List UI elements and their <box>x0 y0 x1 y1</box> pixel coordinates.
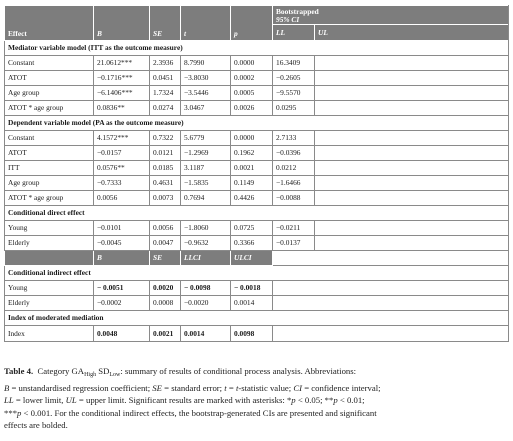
empty-cell <box>273 280 509 295</box>
header-se: SE <box>150 6 181 41</box>
caption-abbr: UL <box>65 395 77 405</box>
section-header-row <box>5 265 509 280</box>
row-label: ATOT <box>5 70 94 85</box>
table-cell: 0.0002 <box>231 70 273 85</box>
table-cell: −3.5446 <box>181 85 231 100</box>
table-cell: −0.9632 <box>181 235 231 250</box>
table-cell: 0.4631 <box>150 175 181 190</box>
table-cell: 0.0451 <box>150 70 181 85</box>
section-title: Conditional direct effect <box>5 205 509 220</box>
header-b: B <box>94 250 150 265</box>
header-ulci: ULCI <box>231 250 273 265</box>
table-cell: −0.1716*** <box>94 70 150 85</box>
empty-cell <box>315 220 509 235</box>
table-row <box>5 160 509 175</box>
table-row <box>5 130 509 145</box>
table-cell: 0.0274 <box>150 100 181 115</box>
row-label: Constant <box>5 55 94 70</box>
row-label: Elderly <box>5 295 94 310</box>
header-ul: UL <box>315 24 509 40</box>
table-caption <box>4 365 510 432</box>
section-header-row <box>5 205 509 220</box>
empty-cell <box>273 295 509 310</box>
table-cell: 0.0005 <box>231 85 273 100</box>
table-cell: 0.0295 <box>273 100 315 115</box>
row-label: ATOT * age group <box>5 190 94 205</box>
caption-text: -statistic value; <box>238 382 294 393</box>
table-cell: 0.0185 <box>150 160 181 175</box>
caption-abbr: LL <box>4 395 14 405</box>
table-cell: 2.3936 <box>150 55 181 70</box>
table-cell: 0.0836** <box>94 100 150 115</box>
header-ll: LL <box>273 24 315 40</box>
table-cell: 1.7324 <box>150 85 181 100</box>
empty-cell <box>315 70 509 85</box>
table-cell: −0.0157 <box>94 145 150 160</box>
empty-cell <box>315 145 509 160</box>
table-cell: −0.2605 <box>273 70 315 85</box>
table-row <box>5 220 509 235</box>
table-cell: −1.6466 <box>273 175 315 190</box>
caption-sub-low: Low <box>109 372 121 378</box>
caption-text: < 0.05; ** <box>295 395 334 405</box>
caption-sub-high: High <box>84 372 97 378</box>
row-label: Index <box>5 325 94 341</box>
table-row <box>5 190 509 205</box>
table-cell: 0.1962 <box>231 145 273 160</box>
table-cell: 0.0212 <box>273 160 315 175</box>
empty-cell <box>315 85 509 100</box>
table-cell: −6.1406*** <box>94 85 150 100</box>
empty-cell <box>315 100 509 115</box>
table-cell: −0.0211 <box>273 220 315 235</box>
table-cell: 0.0121 <box>150 145 181 160</box>
table-row <box>5 85 509 100</box>
table-cell: 0.7322 <box>150 130 181 145</box>
section-title: Dependent variable model (PA as the outcome measure) <box>5 115 509 130</box>
table-cell: −0.0020 <box>181 295 231 310</box>
caption-text: < 0.01; <box>337 395 365 405</box>
table-cell: 0.0098 <box>231 325 273 341</box>
caption-text: < 0.001. For the conditional indirect effects, the bootstrap-generated CIs are presented and significant <box>21 407 377 418</box>
caption-label: Table 4. <box>4 366 34 376</box>
table-row <box>5 55 509 70</box>
table-cell: −0.0002 <box>94 295 150 310</box>
caption-abbr: B <box>4 382 10 393</box>
caption-abbr: CI <box>293 382 303 393</box>
empty-cell <box>273 325 509 341</box>
table-cell: −1.8060 <box>181 220 231 235</box>
row-label: ATOT * age group <box>5 100 94 115</box>
table-cell: 4.1572*** <box>94 130 150 145</box>
caption-abbr: p <box>17 407 22 418</box>
table-cell: 16.3409 <box>273 55 315 70</box>
caption-text: = lower limit, <box>13 395 66 405</box>
table-cell: −1.5835 <box>181 175 231 190</box>
table-cell: −1.2969 <box>181 145 231 160</box>
table-cell: − 0.0098 <box>181 280 231 295</box>
caption-text: = confidence interval; <box>302 382 381 393</box>
section-header-row <box>5 40 509 55</box>
row-label: Age group <box>5 85 94 100</box>
header-llci: LLCI <box>181 250 231 265</box>
caption-abbr: p <box>291 395 296 405</box>
table-cell: −0.0045 <box>94 235 150 250</box>
table-cell: − 0.0018 <box>231 280 273 295</box>
header-bootstrapped: Bootstrapped <box>276 7 319 16</box>
header-p: p <box>231 6 273 41</box>
table-cell: −0.0137 <box>273 235 315 250</box>
table-cell: 0.0056 <box>150 220 181 235</box>
section-title: Mediator variable model (ITT as the outcome measure) <box>5 40 509 55</box>
caption-text: = <box>226 382 236 393</box>
table-cell: 0.0048 <box>94 325 150 341</box>
section-header-row <box>5 115 509 130</box>
row-label: Age group <box>5 175 94 190</box>
table-cell: 0.0026 <box>231 100 273 115</box>
table-cell: −0.0396 <box>273 145 315 160</box>
header-ci: 95% CI <box>276 15 300 25</box>
empty-cell <box>315 130 509 145</box>
table-cell: 0.0014 <box>231 295 273 310</box>
table-cell: −3.8030 <box>181 70 231 85</box>
empty-cell <box>315 160 509 175</box>
caption-abbr: t <box>235 382 239 393</box>
header-t: t <box>181 6 231 41</box>
table-cell: 3.0467 <box>181 100 231 115</box>
empty-cell <box>315 235 509 250</box>
table-cell: 0.0056 <box>94 190 150 205</box>
table-cell: 0.0073 <box>150 190 181 205</box>
empty-cell <box>315 55 509 70</box>
table-cell: 0.0020 <box>150 280 181 295</box>
caption-text: *** <box>4 407 18 418</box>
table-cell: −0.0088 <box>273 190 315 205</box>
table-cell: 3.1187 <box>181 160 231 175</box>
header-effect: Effect <box>5 6 94 41</box>
caption-text: = upper limit. Significant results are marked with asterisks: * <box>76 395 292 405</box>
row-label: ITT <box>5 160 94 175</box>
table-cell: 2.7133 <box>273 130 315 145</box>
caption-text: Category GA <box>37 366 85 376</box>
caption-abbr: t <box>224 382 227 393</box>
table-cell: 0.0576** <box>94 160 150 175</box>
table-cell: 0.4426 <box>231 190 273 205</box>
empty-cell <box>315 175 509 190</box>
table-cell: 21.0612*** <box>94 55 150 70</box>
table-cell: 0.0725 <box>231 220 273 235</box>
section-title: Index of moderated mediation <box>5 310 509 325</box>
table-cell: 8.7990 <box>181 55 231 70</box>
table-cell: −0.0101 <box>94 220 150 235</box>
table-row <box>5 70 509 85</box>
caption-text: SD <box>96 366 110 376</box>
caption-text: : summary of results of conditional process analysis. Abbreviations: <box>120 366 357 376</box>
table-cell: 0.0021 <box>231 160 273 175</box>
table-cell: 5.6779 <box>181 130 231 145</box>
caption-text: = standard error; <box>161 382 225 393</box>
row-label: Elderly <box>5 235 94 250</box>
header-spacer <box>273 250 509 265</box>
row-label: Young <box>5 220 94 235</box>
table-row <box>5 295 509 310</box>
header-blank <box>5 250 94 265</box>
row-label: ATOT <box>5 145 94 160</box>
table-cell: 0.1149 <box>231 175 273 190</box>
row-label: Constant <box>5 130 94 145</box>
caption-text: effects are bolded. <box>4 420 68 430</box>
section-title: Conditional indirect effect <box>5 265 509 280</box>
caption-text: = unstandardised regression coefficient; <box>9 382 153 393</box>
indirect-header-row <box>5 250 509 265</box>
table-row <box>5 280 509 295</box>
section-header-row <box>5 310 509 325</box>
table-cell: 0.0047 <box>150 235 181 250</box>
table-cell: 0.3366 <box>231 235 273 250</box>
table-cell: −0.7333 <box>94 175 150 190</box>
table-cell: 0.7694 <box>181 190 231 205</box>
empty-cell <box>315 190 509 205</box>
table-row <box>5 175 509 190</box>
table-cell: 0.0021 <box>150 325 181 341</box>
table-cell: 0.0008 <box>150 295 181 310</box>
index-row <box>5 325 509 341</box>
table-cell: −9.5570 <box>273 85 315 100</box>
table-cell: − 0.0051 <box>94 280 150 295</box>
table-row <box>5 145 509 160</box>
header-bootstrapped-ci <box>273 6 509 25</box>
header-row-top <box>5 6 509 25</box>
table-cell: 0.0000 <box>231 130 273 145</box>
header-b: B <box>94 6 150 41</box>
table-row <box>5 235 509 250</box>
caption-abbr: SE <box>152 382 162 393</box>
table-row <box>5 100 509 115</box>
header-se: SE <box>150 250 181 265</box>
results-table <box>4 5 509 342</box>
caption-abbr: p <box>333 395 338 405</box>
row-label: Young <box>5 280 94 295</box>
table-cell: 0.0014 <box>181 325 231 341</box>
table-cell: 0.0000 <box>231 55 273 70</box>
